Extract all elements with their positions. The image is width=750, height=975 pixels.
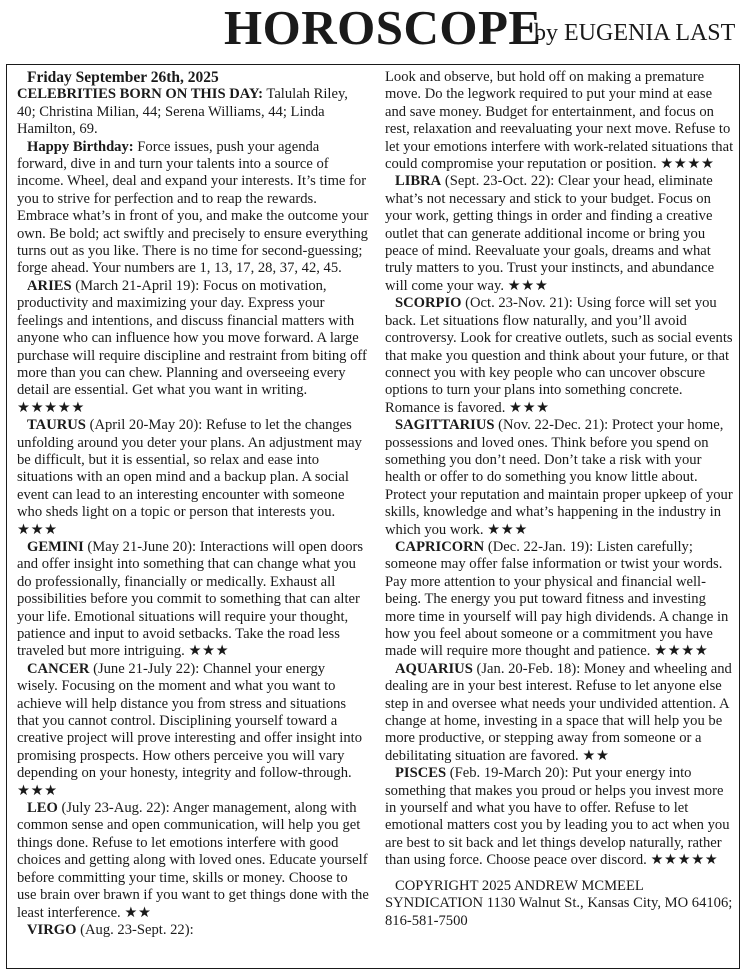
star-rating: ★★★ — [17, 782, 58, 799]
sign-text: Focus on motivation, productivity and maximizing your day. Express your feelings and intentions, and discuss financial matters with anyone who can influence how you move forward. A large purchase will require discipline and restraint from biting off more than you can chew. Planning and overseeing every detail are essential. Get what you want in writing. — [17, 277, 367, 399]
sign-name: CAPRICORN — [395, 538, 485, 555]
birthday-paragraph — [17, 139, 369, 278]
sign-dates: (Nov. 22-Dec. 21): — [498, 417, 609, 434]
sign-text: Protect your home, possessions and loved ones. Think before you spend on something you don’t need. Don’t take a risk with your health or offer to do something you know little about. Protect your reputation and maintain proper upkeep of your skills, knowledge and what’s happening in the industry in which you work. — [385, 417, 733, 538]
sign-name: AQUARIUS — [395, 660, 473, 677]
sign-text: Interactions will open doors and offer insight into something that can change what you do professionally, financially or medically. Exhaust all possibilities before you commit to something that can alter your life. Emotional situations will require your thought, patience and input to avoid setbacks. Take the road less traveled but more intriguing. — [17, 538, 364, 660]
sign-dates: (Sept. 23-Oct. 22): — [444, 173, 555, 190]
star-rating: ★★★ — [487, 521, 528, 538]
sign-text: Channel your energy wisely. Focusing on the moment and what you want to achieve will help distance you from stress and situations that you cannot control. Disciplining yourself toward a creative project will prove interesting and offer insight into promising prospects. How others perceive you will vary depending on your honesty, integrity and follow-through. — [17, 660, 363, 782]
star-rating: ★★★ — [17, 521, 58, 538]
sign-dates: (March 21-April 19): — [75, 277, 200, 294]
sign-capricorn — [385, 539, 735, 661]
sign-dates: (Feb. 19-March 20): — [449, 765, 569, 782]
sign-dates: (Jan. 20-Feb. 18): — [476, 660, 581, 677]
sign-dates: (Oct. 23-Nov. 21): — [465, 295, 573, 312]
masthead — [0, 0, 750, 54]
sign-dates: (May 21-June 20): — [87, 538, 197, 555]
sign-gemini — [17, 539, 369, 661]
star-rating: ★★★★ — [654, 643, 709, 660]
sign-text: Clear your head, eliminate what’s not necessary and stick to your budget. Focus on your work, getting things in order and finding a creative outlet that can generate additional income or bring you peace of mind. Reevaluate your goals, dreams and what truly matters to you. Trust your instincts, and abundance will come your way. — [385, 173, 715, 294]
sign-name: TAURUS — [27, 417, 86, 434]
sign-name: LEO — [27, 800, 58, 817]
star-rating: ★★★ — [509, 399, 550, 416]
sign-scorpio — [385, 295, 735, 417]
star-rating: ★★★★★ — [17, 399, 85, 416]
sign-text: Put your energy into something that makes you proud or helps you invest more in yourself and what you have to offer. Refuse to let emotional matters cost you by leading you to act when you are best to sit back and let things develop naturally, rather than using force. Choose peace over discord. — [385, 765, 730, 869]
sign-leo — [17, 800, 369, 922]
sign-name: SAGITTARIUS — [395, 417, 495, 434]
sign-text: Refuse to let the changes unfolding around you deter your plans. An adjustment may be difficult, but it is essential, so relax and ease into situations with an open mind and a backup plan. A social event can lead to an interesting encounter with someone who sheds light on a topic or person that interests you. — [17, 417, 362, 521]
sign-virgo-start — [17, 922, 369, 939]
star-rating: ★★ — [582, 747, 610, 764]
sign-aries — [17, 278, 369, 417]
sign-text: Anger management, along with common sense and open communication, will help you get things done. Refuse to let emotions interfere with good choices and getting along with loved ones. Educate yourself before committing your time, skills or money. Choose to use brain over brawn if you want to get things done with the least interference. — [17, 800, 369, 921]
star-rating: ★★★★★ — [650, 852, 719, 869]
byline: by EUGENIA LAST — [534, 20, 736, 46]
sign-taurus — [17, 417, 369, 539]
sign-dates: (Dec. 22-Jan. 19): — [487, 538, 594, 555]
sign-name: VIRGO — [27, 921, 77, 938]
sign-name: PISCES — [395, 765, 447, 782]
birthday-label: Happy Birthday: — [27, 138, 134, 155]
sign-name: LIBRA — [395, 173, 442, 190]
sign-dates: (April 20-May 20): — [89, 417, 203, 434]
sign-name: CANCER — [27, 660, 90, 677]
birthday-text: Force issues, push your agenda forward, dive in and turn your talents into a source of income. Wheel, deal and expand your interests. It’s time for you to strive for perfection and to reap the rewards. Embrace what’s in front of you, and make the outcome your own. Be bold; act swiftly and precisely to ensure everything turns out as you like. There is no time for second-guessing; forge ahead. Your numbers are 1, 13, 17, 28, 37, 42, 45. — [17, 138, 369, 277]
sign-text: Listen carefully; someone may offer false information or twist your words. Pay more attention to your physical and financial well-being. The energy you put toward fitness and investing more time in yourself will pay high dividends. A change in how you feel about someone or a commitment you have made will require more thought and patience. — [385, 538, 729, 660]
sign-aquarius — [385, 661, 735, 765]
celebrities-label: CELEBRITIES BORN ON THIS DAY: — [17, 86, 264, 103]
sign-name: SCORPIO — [395, 295, 462, 312]
sign-name: ARIES — [27, 277, 72, 294]
sign-cancer — [17, 661, 369, 800]
copyright-notice: COPYRIGHT 2025 ANDREW MCMEEL SYNDICATION 1130 Walnut St., Kansas City, MO 64106; 816-581-7500 — [385, 877, 733, 929]
star-rating: ★★★ — [507, 277, 549, 294]
star-rating: ★★★★ — [660, 156, 715, 173]
sign-sagittarius — [385, 417, 735, 539]
sign-virgo-continued — [385, 69, 735, 173]
sign-dates: (Aug. 23-Sept. 22): — [80, 921, 194, 938]
sign-dates: (July 23-Aug. 22): — [61, 800, 170, 817]
sign-text: Money and wheeling and dealing are in your best interest. Refuse to let anyone else step in and oversee what needs your undivided attention. A change at home, investing in a space that will help you be more productive, or stepping away from someone or a debilitating situation are favored. — [385, 660, 732, 764]
sign-text: Using force will set you back. Let situations flow naturally, and you’ll avoid controversy. Look for creative outlets, such as social events that make you question and think about your future, or that connect you with key people who can uncover obscure options to turn your plans into something concrete. Romance is favored. — [385, 295, 733, 416]
left-column — [17, 69, 369, 939]
star-rating: ★★ — [124, 904, 152, 921]
sign-name: GEMINI — [27, 538, 84, 555]
star-rating: ★★★ — [188, 643, 230, 660]
sign-libra — [385, 173, 735, 295]
sign-text: Look and observe, but hold off on making a premature move. Do the legwork required to put your mind at ease and save money. Budget for entertainment, and focus on rest, relaxation and reevaluating your next move. Refuse to let your emotions interfere with work-related situations that could compromise your reputation or position. — [385, 69, 734, 173]
horoscope-box — [6, 64, 740, 969]
sign-pisces — [385, 765, 735, 869]
date-line: Friday September 26th, 2025 — [27, 69, 219, 86]
right-column — [385, 69, 735, 930]
page-title: HOROSCOPE — [224, 0, 542, 55]
sign-dates: (June 21-July 22): — [93, 660, 200, 677]
celebrities-paragraph — [17, 86, 369, 138]
celebrities-text: Talulah Riley, 40; Christina Milian, 44; Serena Williams, 44; Linda Hamilton, 69. — [17, 86, 348, 138]
